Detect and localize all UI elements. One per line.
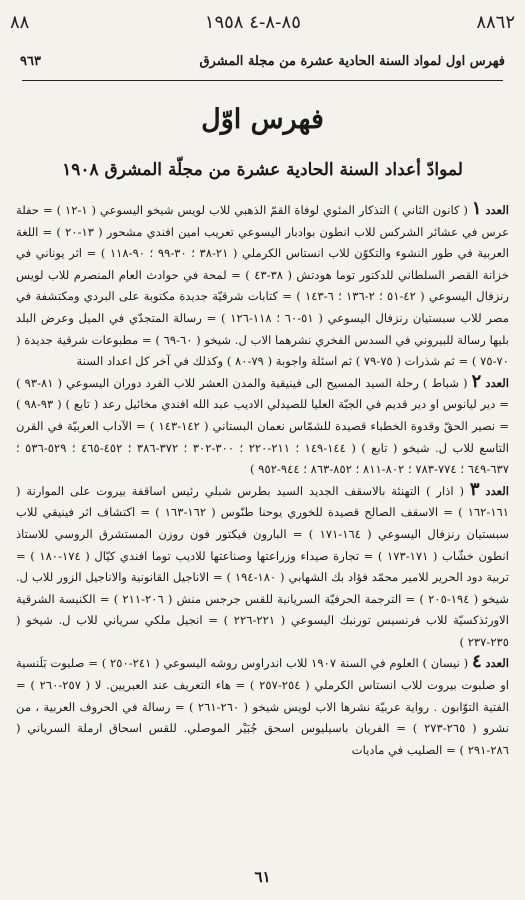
index-entry bbox=[16, 200, 509, 373]
header-rule bbox=[22, 80, 503, 81]
page-title: فهرس اوّل bbox=[201, 104, 324, 135]
index-body bbox=[16, 200, 509, 860]
entry-label: العدد bbox=[485, 375, 509, 390]
entry-text: ( شباط ) رحلة السيد المسيح الى فينيقية والمدن العشر للاب الفرد دوران اليسوعي ( ٨١-٩٣ ) = دير ليانوس او دير قديم في الجبّة العليا للصيدلي الاديب عبد الله افندي مخائيل رعد ( تابع ) ( ٩٣-٩٨ ) = نصير الحقّ وقدوة الخطباء قصيدة للشمّاس نعمان البستاني ( ١٤٢-١٤٣ ) = الآداب العربيّة في القرن التاسع للاب ل. شيخو ( تابع ) ( ١٤٤-١٤٩ ؛ ٢١١-٢٢٠ ؛ ٣٠٠-٣٠٢ ؛ ٣٧٢-٣٨٦ ؛ ٤٥٢-٤٦٥ ؛ ٥٢٩-٥٣٦ ؛ ٦٣٧-٦٤٩ ؛ ٧٧٤-٧٨٣ ؛ ٨٠٢-٨١١ ؛ ٨٥٢-٨٦٣ ؛ ٩٤٤-٩٥٢ ) bbox=[16, 375, 509, 477]
entry-number: ٤ bbox=[471, 651, 482, 673]
entry-text: ( كانون الثاني ) التذكار المئوي لوفاة القمّ الذهبي للاب لويس شيخو اليسوعي ( ١-١٢ ) = حفلة عرس في عشائر الشركس للاب انطون بوادبار اليسوعي تعريب امين افندي مشحور ( ١٣-٢٠ ) = اللغة العربية في طور النشوء والتكوّن للاب انستاس الكرملي ( ٢١-٣٨ ؛ ٣٠-٩٩ ؛ ٩٠-١١٨ ) = اثر يوناني في خزانة القصر السلطاني للدكتور توما هودتش ( ٣٨-٤٣ ) = لمحة في حوادث العام المنصرم للاب لويس رنزفال اليسوعي ( ٤٢-٥١ ؛ ٢-١٣٦ ؛ ٦-١٤٣ ) = كتابات شرقيّة جديدة مكتوبة على البردي ومكتشفة في مصر للاب سبستيان رنزفال اليسوعي ( ٥١-٦٠ ؛ ١١٨-١٢٦ ) = رسالة المتجدّي في الميل وعرض البلد بليها رسالة للبيروني في السدس الفخري نشرهما الاب ل. شيخو ( ٦٠-٦٩ ) = مطبوعات شرقية جديدة ( ٧٠-٧٥ ) = ثم شذرات ( ٧٥-٧٩ ) ثم اسئلة واجوبة ( ٧٩-٨٠ ) وكذلك في آخر كل اعداد السنة bbox=[16, 203, 509, 369]
entry-label: العدد bbox=[485, 203, 509, 217]
entry-label: العدد bbox=[485, 483, 509, 498]
entry-number: ٣ bbox=[469, 478, 480, 500]
handwritten-note-middle: ٨٥-٨-٤ ١٩٥٨ bbox=[204, 11, 301, 33]
entry-text: ( نيسان ) العلوم في السنة ١٩٠٧ للاب اندراوس روشه اليسوعي ( ٢٤١-٢٥٠ ) = صلبوت بَلَنسية او صلبوت بيروت للاب انستاس الكرملي ( ٢٥٤-٢٥٧ ) = هاء التعريف عند العبريين. لا ( ٢٥٧-٢٦٠ ) = الفتية التوّابون . رواية عربيّة نشرها الاب لويس شيخو ( ٢٦٠-٢٦١ ) = رسالة في الحروف العربية ، من نشرو ( ٢٦٥-٢٧٣ ) = الفريان باسيليوس اسحق جُبَيْر الموصلي. للقس اسحاق ارملة السرياني ( ٢٨٦-٢٩١ ) = الصليب في ماديات bbox=[16, 656, 509, 757]
index-entry bbox=[16, 370, 509, 481]
handwritten-note-left: ٨٨ bbox=[10, 11, 30, 33]
running-header bbox=[20, 48, 505, 74]
entry-number: ١ bbox=[471, 200, 482, 219]
handwritten-note-right: ٨٨٦٢ bbox=[476, 11, 515, 33]
handwritten-notes bbox=[10, 6, 515, 38]
entry-number: ٢ bbox=[471, 370, 482, 392]
running-title: فهرس اول لمواد السنة الحادية عشرة من مجلة المشرق bbox=[199, 53, 505, 69]
page-subtitle: لموادّ أعداد السنة الحادية عشرة من مجلّة المشرق ١٩٠٨ bbox=[62, 160, 463, 180]
index-entry bbox=[16, 478, 509, 654]
index-entry bbox=[16, 653, 509, 761]
entry-text: ( اذار ) التهنئة بالاسقف الجديد السيد بطرس شبلي رئيس اساقفة بيروت على الموارنة ( ١٦١-١٦٢ ) = الاسقف الصالح قصيدة للخوري يوحنا طنّوس ( ١٦٢-١٦٣ ) = اكتشاف اثر فينيقي للاب سبستيان رنزفال اليسوعي ( ١٦٤-١٧١ ) = البارون فيكتور فون روزن المستشرق الروسي للاستاذ انطون خشّاب ( ١٧١-١٧٣ ) = تجارة صيداء وزراعتها وصناعتها للاديب توما افندي كيّال ( ١٧٤-١٨٠ ) = تربية دود الحرير للامير محمّد فؤاد بك الشهابي ( ١٨٠-١٩٤ ) = الاناجيل القانونية والاناجيل الزور للاب ل. شيخو ( ١٩٤-٢٠٥ ) = الترجمة الحرفيّة السريانية للقس جرجس منش ( ٢٠٦-٢١١ ) = الكنيسة الشرقية الاورثذكسيّة للاب فرنسيس تورنبك اليسوعي ( ٢٢١-٢٢٦ ) = انجيل ملكي سرياني للاب ل. شيخو ( ٢٣٥-٢٣٧ ) bbox=[16, 483, 509, 649]
entry-label: العدد bbox=[485, 656, 509, 671]
folio-number: ٦١ bbox=[254, 868, 271, 886]
page-number: ٩٦٣ bbox=[20, 53, 41, 69]
